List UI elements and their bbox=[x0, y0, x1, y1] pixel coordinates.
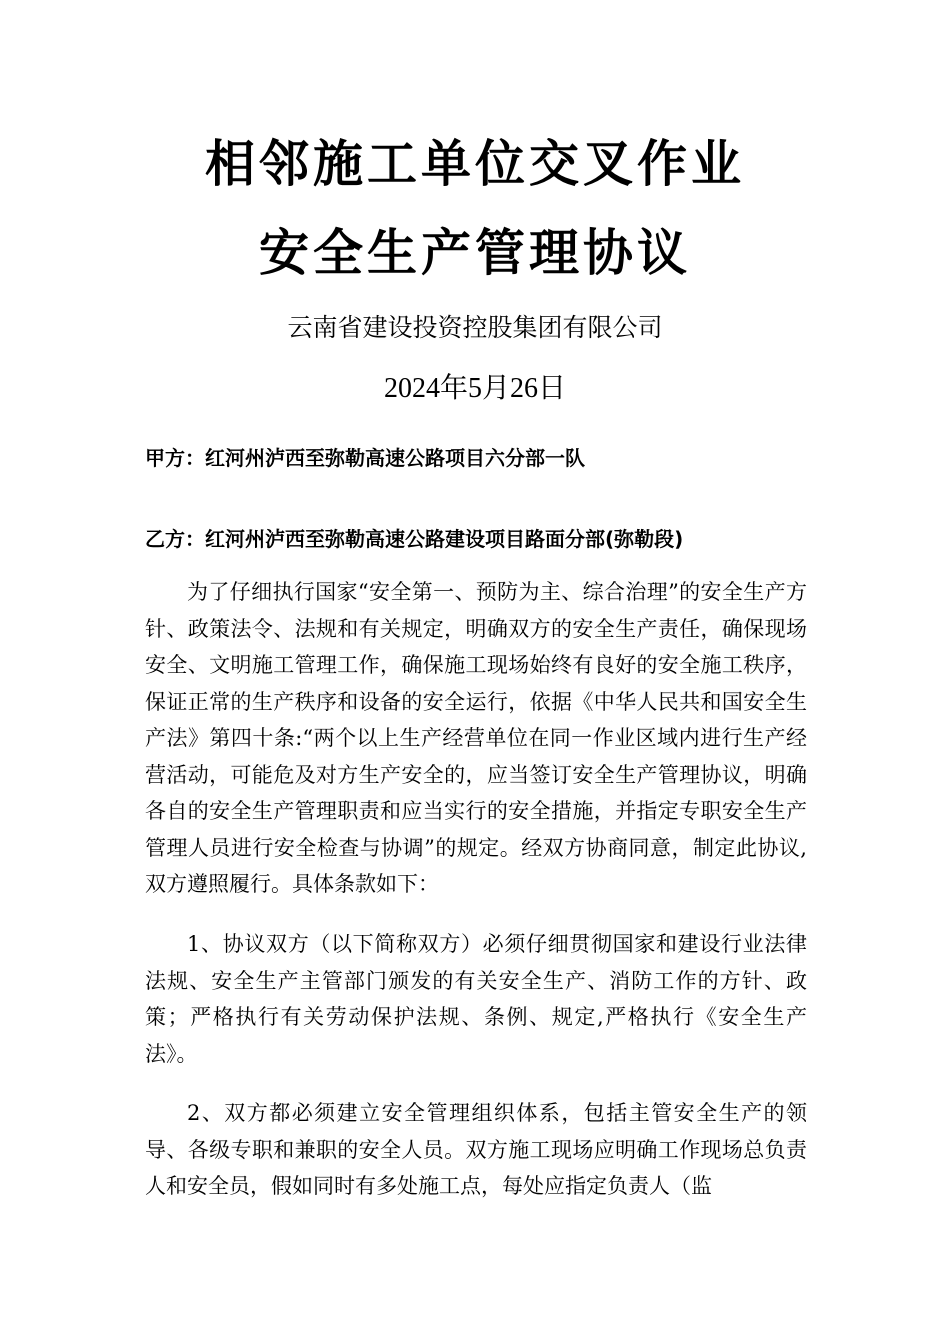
document-date: 2024年5月26日 bbox=[383, 373, 566, 404]
party-a: 甲方：红河州泸西至弥勒高速公路项目六分部一队 bbox=[145, 446, 585, 470]
document-title-line-2: 安全生产管理协议 bbox=[259, 224, 691, 282]
paragraph-clause-2: 2、双方都必须建立安全管理组织体系，包括主管安全生产的领导、各级专职和兼职的安全人员。双方施工现场应明确工作现场总负责人和安全员，假如同时有多处施工点，每处应指定负责人（监 bbox=[145, 1101, 807, 1198]
party-b: 乙方：红河州泸西至弥勒高速公路建设项目路面分部(弥勒段) bbox=[145, 527, 684, 551]
paragraph-intro: 为了仔细执行国家“安全第一、预防为主、综合治理”的安全生产方针、政策法令、法规和有关规定，明确双方的安全生产责任，确保现场安全、文明施工管理工作，确保施工现场始终有良好的安全施工秩序，保证正常的生产秩序和设备的安全运行，依据《中华人民共和国安全生产法》第四十条:“两个以上生产经营单位在同一作业区域内进行生产经营活动，可能危及对方生产安全的，应当签订安全生产管理协议，明确各自的安全生产管理职责和应当实行的安全措施，并指定专职安全生产管理人员进行安全检查与协调”的规定。经双方协商同意，制定此协议,双方遵照履行。具体条款如下： bbox=[145, 580, 807, 896]
paragraph-clause-1: 1、协议双方（以下简称双方）必须仔细贯彻国家和建设行业法律法规、安全生产主管部门颁发的有关安全生产、消防工作的方针、政策；严格执行有关劳动保护法规、条例、规定,严格执行《安全生产法》。 bbox=[145, 932, 807, 1066]
document-title-line-1: 相邻施工单位交叉作业 bbox=[205, 135, 745, 193]
company-name: 云南省建设投资控股集团有限公司 bbox=[287, 313, 663, 342]
